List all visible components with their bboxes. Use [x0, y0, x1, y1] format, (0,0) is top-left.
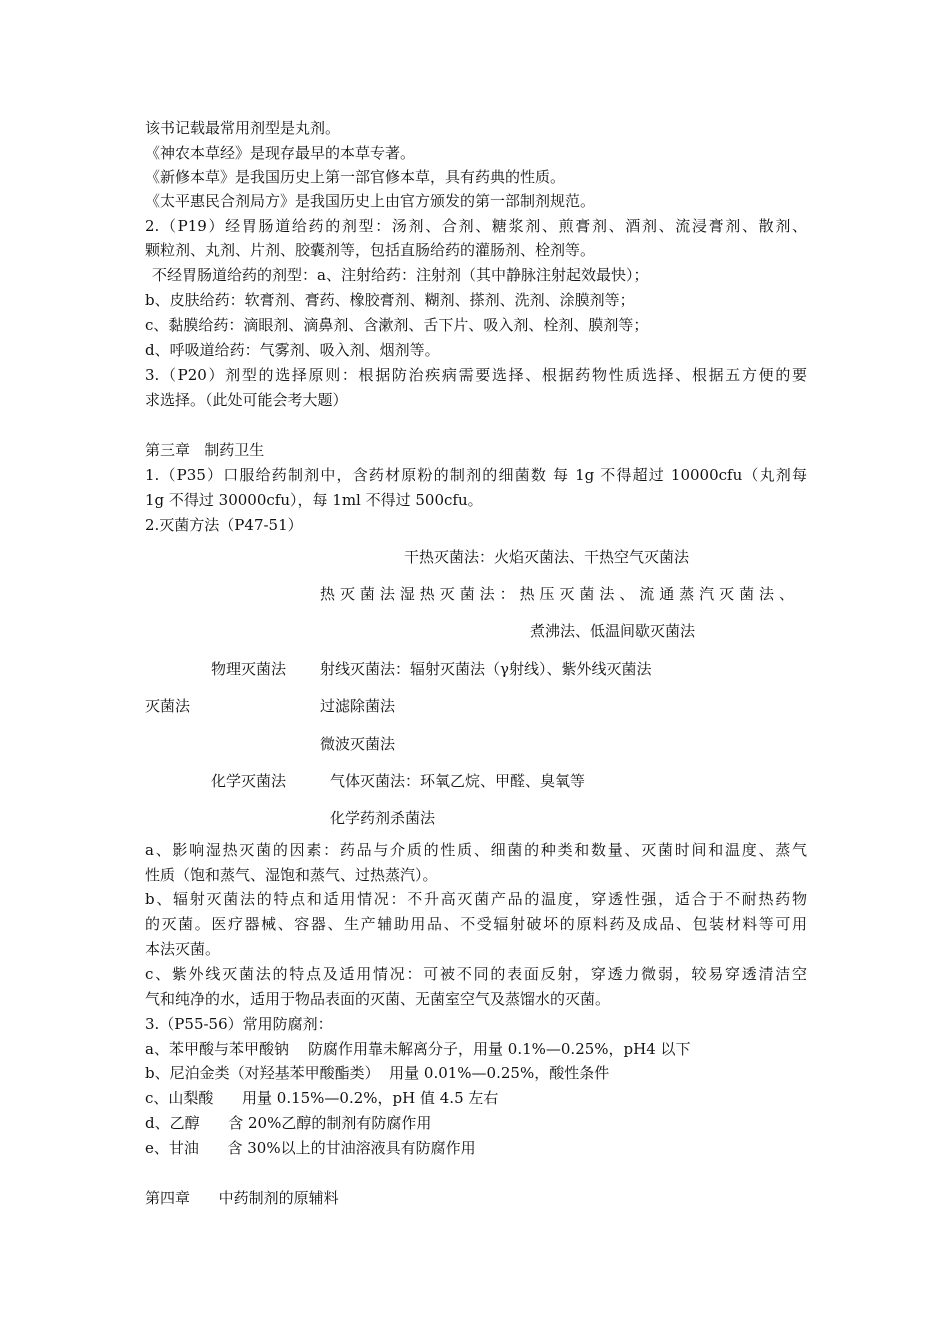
text-line: a、影响湿热灭菌的因素：药品与介质的性质、细菌的种类和数量、灭菌时间和温度、蒸气 — [145, 841, 807, 859]
text-line: c、紫外线灭菌法的特点及适用情况：可被不同的表面反射，穿透力微弱，较易穿透清洁空 — [145, 965, 807, 983]
tree-node: 热 灭 菌 法 湿 热 灭 菌 法 ： 热 压 灭 菌 法 、 流 通 蒸 汽 灭 菌 法 、 — [320, 585, 794, 603]
text-line: 2.灭菌方法（P47-51） — [145, 516, 303, 534]
tree-node: 化学灭菌法 — [211, 772, 287, 790]
tree-node: 煮沸法、低温间歇灭菌法 — [530, 622, 696, 640]
text-line: 《太平惠民合剂局方》是我国历史上由官方颁发的第一部制剂规范。 — [145, 192, 596, 210]
text-line: 2.（P19）经胃肠道给药的剂型：汤剂、合剂、糖浆剂、煎膏剂、酒剂、流浸膏剂、散剂、 — [145, 217, 807, 235]
text-line: 气和纯净的水，适用于物品表面的灭菌、无菌室空气及蒸馏水的灭菌。 — [145, 990, 611, 1008]
tree-node: 射线灭菌法：辐射灭菌法（γ射线）、紫外线灭菌法 — [320, 660, 652, 678]
tree-node: 化学药剂杀菌法 — [330, 809, 436, 827]
text-line: 求选择。（此处可能会考大题） — [145, 391, 348, 409]
text-line: 本法灭菌。 — [145, 940, 221, 958]
tree-root: 灭菌法 — [145, 697, 191, 715]
text-line: d、呼吸道给药：气雾剂、吸入剂、烟剂等。 — [145, 341, 440, 359]
text-line: 该书记载最常用剂型是丸剂。 — [145, 119, 341, 137]
text-line: c、黏膜给药：滴眼剂、滴鼻剂、含漱剂、舌下片、吸入剂、栓剂、膜剂等； — [145, 316, 649, 334]
tree-node: 气体灭菌法：环氧乙烷、甲醛、臭氧等 — [330, 772, 586, 790]
text-line: e、甘油 含 30%以上的甘油溶液具有防腐作用 — [145, 1139, 476, 1157]
text-line: b、辐射灭菌法的特点和适用情况：不升高灭菌产品的温度，穿透性强，适合于不耐热药物 — [145, 890, 807, 908]
text-line: b、尼泊金类（对羟基苯甲酸酯类） 用量 0.01%—0.25%，酸性条件 — [145, 1064, 610, 1082]
text-line: d、乙醇 含 20%乙醇的制剂有防腐作用 — [145, 1114, 432, 1132]
tree-node: 干热灭菌法：火焰灭菌法、干热空气灭菌法 — [404, 548, 690, 566]
chapter-heading: 第四章 中药制剂的原辅料 — [145, 1189, 339, 1207]
text-line: 的灭菌。医疗器械、容器、生产辅助用品、不受辐射破坏的原料药及成品、包装材料等可用 — [145, 915, 807, 933]
tree-node: 过滤除菌法 — [320, 697, 396, 715]
text-line: a、苯甲酸与苯甲酸钠 防腐作用靠未解离分子，用量 0.1%—0.25%，pH4 以下 — [145, 1040, 691, 1058]
tree-node: 微波灭菌法 — [320, 735, 396, 753]
tree-node: 物理灭菌法 — [211, 660, 287, 678]
text-line: 3.（P55-56）常用防腐剂： — [145, 1015, 333, 1033]
text-line: 《神农本草经》是现存最早的本草专著。 — [145, 144, 416, 162]
chapter-heading: 第三章 制药卫生 — [145, 441, 265, 459]
text-line: 《新修本草》是我国历史上第一部官修本草，具有药典的性质。 — [145, 168, 566, 186]
text-line: 3.（P20）剂型的选择原则：根据防治疾病需要选择、根据药物性质选择、根据五方便的要 — [145, 366, 807, 384]
text-line: c、山梨酸 用量 0.15%—0.2%，pH 值 4.5 左右 — [145, 1089, 499, 1107]
text-line: b、皮肤给药：软膏剂、膏药、橡胶膏剂、糊剂、搽剂、洗剂、涂膜剂等； — [145, 291, 635, 309]
text-line: 1g 不得过 30000cfu），每 1ml 不得过 500cfu。 — [145, 491, 483, 509]
text-line: 性质（饱和蒸气、湿饱和蒸气、过热蒸汽）。 — [145, 866, 438, 884]
text-line: 颗粒剂、丸剂、片剂、胶囊剂等，包括直肠给药的灌肠剂、栓剂等。 — [145, 241, 596, 259]
text-line: 不经胃肠道给药的剂型：a、注射给药：注射剂（其中静脉注射起效最快）； — [152, 266, 649, 284]
text-line: 1.（P35）口服给药制剂中，含药材原粉的制剂的细菌数 每 1g 不得超过 10000cfu（丸剂每 — [145, 466, 807, 484]
